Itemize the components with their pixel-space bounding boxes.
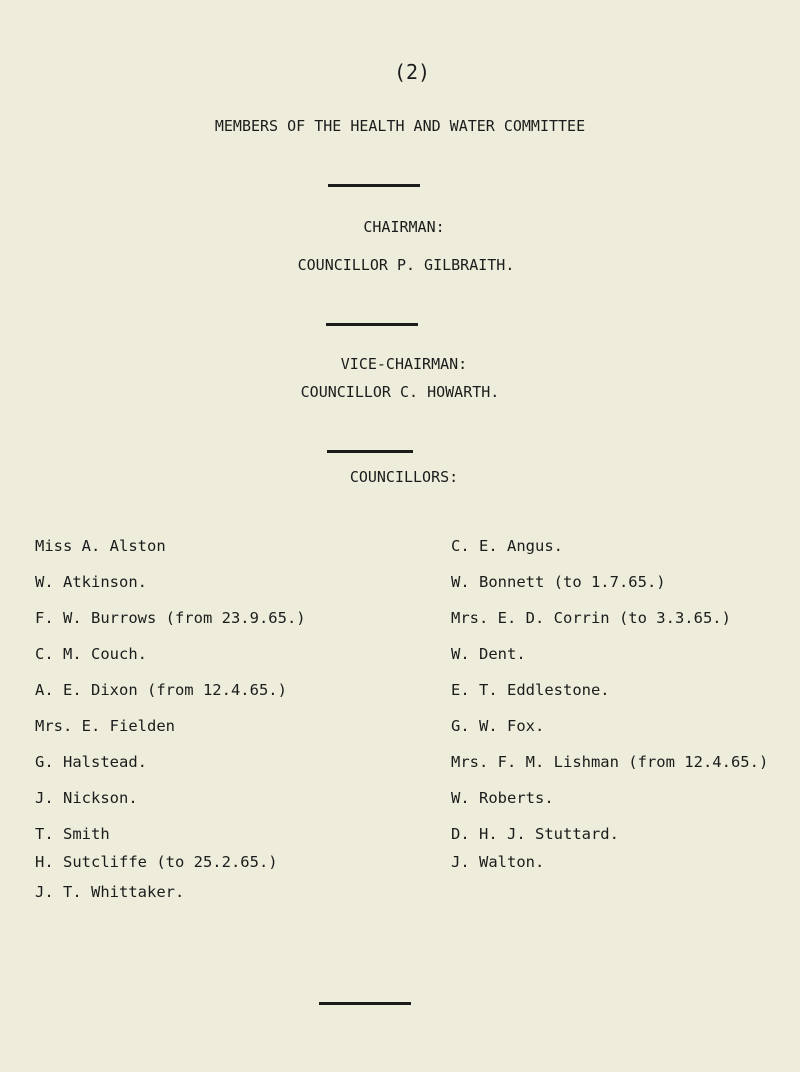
councillor-name: Miss A. Alston xyxy=(35,537,166,555)
councillor-name: J. T. Whittaker. xyxy=(35,883,185,901)
councillor-name: Mrs. F. M. Lishman (from 12.4.65.) xyxy=(451,753,769,771)
councillor-name: Mrs. E. D. Corrin (to 3.3.65.) xyxy=(451,609,731,627)
councillor-name: F. W. Burrows (from 23.9.65.) xyxy=(35,609,306,627)
councillor-name: W. Bonnett (to 1.7.65.) xyxy=(451,573,666,591)
councillors-right-column xyxy=(451,536,768,882)
councillor-name: E. T. Eddlestone. xyxy=(451,681,610,699)
councillor-name: W. Atkinson. xyxy=(35,573,147,591)
divider-rule xyxy=(327,450,413,453)
councillor-name: J. Nickson. xyxy=(35,789,138,807)
councillor-name: D. H. J. Stuttard. xyxy=(451,825,619,843)
divider-rule xyxy=(326,323,418,326)
councillor-name: G. W. Fox. xyxy=(451,717,545,735)
divider-rule xyxy=(319,1002,411,1005)
councillor-name: C. E. Angus. xyxy=(451,537,563,555)
page-number: (2) xyxy=(393,60,431,84)
councillor-name: W. Dent. xyxy=(451,645,526,663)
vice-chairman-name: COUNCILLOR C. HOWARTH. xyxy=(300,383,500,401)
committee-heading: MEMBERS OF THE HEALTH AND WATER COMMITTEE xyxy=(214,117,586,135)
councillors-left-column xyxy=(35,536,306,918)
chairman-label: CHAIRMAN: xyxy=(363,218,445,236)
chairman-name: COUNCILLOR P. GILBRAITH. xyxy=(297,256,515,274)
councillor-name: W. Roberts. xyxy=(451,789,554,807)
councillor-name: G. Halstead. xyxy=(35,753,147,771)
councillor-name: T. Smith xyxy=(35,825,110,843)
councillor-name: J. Walton. xyxy=(451,853,545,871)
councillors-label: COUNCILLORS: xyxy=(349,468,459,486)
councillor-name: A. E. Dixon (from 12.4.65.) xyxy=(35,681,287,699)
councillor-name: C. M. Couch. xyxy=(35,645,147,663)
councillor-name: Mrs. E. Fielden xyxy=(35,717,175,735)
councillor-name: H. Sutcliffe (to 25.2.65.) xyxy=(35,853,278,871)
divider-rule xyxy=(328,184,420,187)
vice-chairman-label: VICE-CHAIRMAN: xyxy=(340,355,468,373)
